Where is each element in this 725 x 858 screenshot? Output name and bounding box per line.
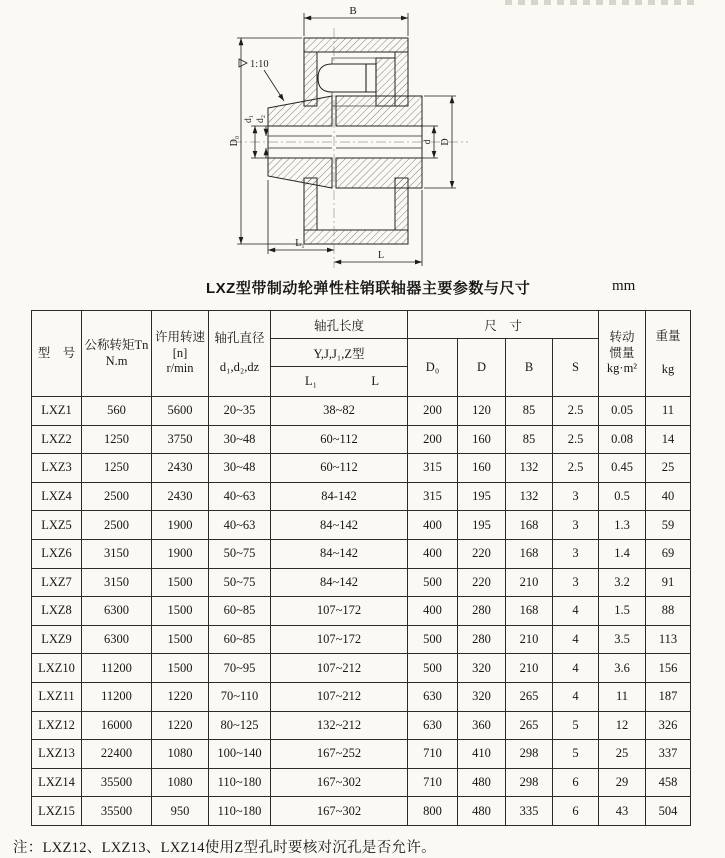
value-cell: 30~48 [209,454,271,483]
value-cell: 326 [646,711,691,740]
model-cell: LXZ7 [32,568,82,597]
table-row [32,425,691,454]
table-row [32,597,691,626]
value-cell: 5 [553,740,599,769]
footnote: 注：LXZ12、LXZ13、LXZ14使用Z型孔时要核对沉孔是否允许。 [13,840,436,856]
model-cell: LXZ14 [32,768,82,797]
label-L: L [377,250,385,261]
value-cell: 84~142 [271,511,408,540]
value-cell: 500 [408,568,458,597]
model-cell: LXZ15 [32,797,82,826]
value-cell: 167~302 [271,768,408,797]
value-cell: 43 [599,797,646,826]
value-cell: 107~212 [271,682,408,711]
value-cell: 80~125 [209,711,271,740]
value-cell: 4 [553,625,599,654]
table-row [32,454,691,483]
value-cell: 50~75 [209,568,271,597]
model-cell: LXZ3 [32,454,82,483]
value-cell: 950 [152,797,209,826]
value-cell: 3750 [152,425,209,454]
value-cell: 3 [553,568,599,597]
value-cell: 0.05 [599,397,646,426]
value-cell: 1900 [152,539,209,568]
value-cell: 400 [408,539,458,568]
value-cell: 35500 [82,768,152,797]
value-cell: 220 [458,539,506,568]
value-cell: 20~35 [209,397,271,426]
value-cell: 85 [506,425,553,454]
taper-callout [239,59,284,101]
label-B: B [349,5,357,17]
value-cell: 320 [458,654,506,683]
header-weight [646,311,691,397]
header-torque [82,311,152,397]
label-taper: 1:10 [250,59,269,70]
value-cell: 60~112 [271,454,408,483]
value-cell: 107~172 [271,625,408,654]
value-cell: 168 [506,539,553,568]
value-cell: 11200 [82,682,152,711]
value-cell: 298 [506,768,553,797]
label-d2: d₂ [256,114,266,124]
header-bore-length-types: Y,J,J₁,Z型 [271,339,408,367]
value-cell: 298 [506,740,553,769]
value-cell: 210 [506,654,553,683]
value-cell: 265 [506,682,553,711]
header-L1-label: L₁ [305,374,317,388]
table-row [32,768,691,797]
header-speed [152,311,209,397]
table-row [32,740,691,769]
value-cell: 107~212 [271,654,408,683]
value-cell: 132 [506,454,553,483]
value-cell: 1080 [152,768,209,797]
elastic-pin [318,64,376,92]
header-bore-length: 轴孔长度 [271,311,408,339]
value-cell: 12 [599,711,646,740]
value-cell: 3 [553,539,599,568]
header-col-B: B [506,339,553,397]
value-cell: 6300 [82,625,152,654]
model-cell: LXZ5 [32,511,82,540]
header-col-S: S [553,339,599,397]
value-cell: 458 [646,768,691,797]
value-cell: 167~252 [271,740,408,769]
value-cell: 630 [408,682,458,711]
value-cell: 85 [506,397,553,426]
table-row [32,539,691,568]
value-cell: 69 [646,539,691,568]
value-cell: 3 [553,482,599,511]
value-cell: 280 [458,597,506,626]
header-model [32,311,82,397]
value-cell: 1220 [152,711,209,740]
value-cell: 630 [408,711,458,740]
value-cell: 1900 [152,511,209,540]
model-cell: LXZ9 [32,625,82,654]
value-cell: 410 [458,740,506,769]
table-header [32,311,691,397]
value-cell: 88 [646,597,691,626]
table-row [32,682,691,711]
value-cell: 132 [506,482,553,511]
model-cell: LXZ2 [32,425,82,454]
value-cell: 500 [408,654,458,683]
value-cell: 29 [599,768,646,797]
value-cell: 70~95 [209,654,271,683]
value-cell: 113 [646,625,691,654]
value-cell: 320 [458,682,506,711]
value-cell: 2430 [152,454,209,483]
value-cell: 1500 [152,654,209,683]
header-inertia [599,311,646,397]
unit-label: mm [612,278,636,294]
value-cell: 800 [408,797,458,826]
value-cell: 167~302 [271,797,408,826]
value-cell: 168 [506,597,553,626]
value-cell: 84-142 [271,482,408,511]
value-cell: 504 [646,797,691,826]
header-bore-dia-line1: 轴孔直径 [214,331,265,346]
value-cell: 110~180 [209,797,271,826]
header-speed-line2: [n] [172,345,188,360]
value-cell: 84~142 [271,539,408,568]
header-bore-dia-line2: d₁,d₂,dz [219,360,260,374]
table-body [32,397,691,826]
label-d1: d₁ [244,114,254,124]
header-inertia-line2: 惯量 [609,345,635,360]
value-cell: 1250 [82,425,152,454]
value-cell: 360 [458,711,506,740]
value-cell: 2500 [82,482,152,511]
table-row [32,625,691,654]
value-cell: 160 [458,425,506,454]
value-cell: 1500 [152,597,209,626]
header-torque-line1: 公称转矩Tn [84,337,149,352]
value-cell: 2500 [82,511,152,540]
value-cell: 5600 [152,397,209,426]
value-cell: 25 [599,740,646,769]
value-cell: 0.5 [599,482,646,511]
header-inertia-line1: 转动 [609,330,635,345]
model-cell: LXZ11 [32,682,82,711]
value-cell: 400 [408,511,458,540]
value-cell: 315 [408,482,458,511]
value-cell: 1250 [82,454,152,483]
dim-B [304,5,408,36]
header-weight-line1: 重量 [655,329,681,344]
value-cell: 710 [408,768,458,797]
value-cell: 11 [599,682,646,711]
value-cell: 2.5 [553,397,599,426]
value-cell: 35500 [82,797,152,826]
table-row [32,397,691,426]
value-cell: 6300 [82,597,152,626]
value-cell: 84~142 [271,568,408,597]
value-cell: 22400 [82,740,152,769]
value-cell: 480 [458,797,506,826]
value-cell: 70~110 [209,682,271,711]
value-cell: 2.5 [553,454,599,483]
value-cell: 2430 [152,482,209,511]
value-cell: 3.2 [599,568,646,597]
value-cell: 195 [458,511,506,540]
value-cell: 4 [553,597,599,626]
value-cell: 3150 [82,539,152,568]
value-cell: 14 [646,425,691,454]
value-cell: 1.3 [599,511,646,540]
value-cell: 195 [458,482,506,511]
header-speed-line3: r/min [166,361,194,376]
value-cell: 3150 [82,568,152,597]
header-inertia-line3: kg·m² [606,361,638,376]
label-D0: D₀ [229,135,240,147]
value-cell: 156 [646,654,691,683]
value-cell: 3.5 [599,625,646,654]
label-L1: L₁ [295,238,305,249]
title-row [0,277,725,297]
value-cell: 1220 [152,682,209,711]
cropped-text-fragment [505,0,695,5]
value-cell: 560 [82,397,152,426]
coupling-section-drawing [226,2,498,272]
header-dimensions: 尺 寸 [408,311,599,339]
value-cell: 1080 [152,740,209,769]
model-cell: LXZ8 [32,597,82,626]
value-cell: 60~85 [209,625,271,654]
value-cell: 6 [553,797,599,826]
table-row [32,482,691,511]
value-cell: 40~63 [209,511,271,540]
value-cell: 4 [553,654,599,683]
value-cell: 337 [646,740,691,769]
value-cell: 50~75 [209,539,271,568]
dim-d2 [256,115,266,158]
header-bore-diameter [209,311,271,397]
value-cell: 6 [553,768,599,797]
value-cell: 25 [646,454,691,483]
value-cell: 200 [408,397,458,426]
value-cell: 210 [506,625,553,654]
value-cell: 11200 [82,654,152,683]
value-cell: 1500 [152,568,209,597]
value-cell: 1.4 [599,539,646,568]
value-cell: 0.08 [599,425,646,454]
header-col-D0: D₀ [408,339,458,397]
table-row [32,797,691,826]
model-cell: LXZ13 [32,740,82,769]
header-L-label: L [371,374,379,388]
model-cell: LXZ6 [32,539,82,568]
header-speed-line1: 许用转速 [154,330,205,345]
value-cell: 220 [458,568,506,597]
value-cell: 1500 [152,625,209,654]
model-cell: LXZ12 [32,711,82,740]
dim-L [334,190,422,266]
value-cell: 3.6 [599,654,646,683]
value-cell: 400 [408,597,458,626]
value-cell: 500 [408,625,458,654]
value-cell: 265 [506,711,553,740]
header-torque-line2: N.m [105,353,128,368]
value-cell: 280 [458,625,506,654]
value-cell: 210 [506,568,553,597]
value-cell: 4 [553,682,599,711]
table-row [32,654,691,683]
value-cell: 38~82 [271,397,408,426]
table-row [32,568,691,597]
label-d: d [423,139,433,145]
value-cell: 200 [408,425,458,454]
value-cell: 168 [506,511,553,540]
value-cell: 132~212 [271,711,408,740]
value-cell: 315 [408,454,458,483]
table-row [32,711,691,740]
spec-table [31,310,691,826]
value-cell: 1.5 [599,597,646,626]
value-cell: 3 [553,511,599,540]
model-cell: LXZ4 [32,482,82,511]
model-cell: LXZ1 [32,397,82,426]
header-col-D: D [458,339,506,397]
label-bigD: D [440,138,451,146]
value-cell: 480 [458,768,506,797]
value-cell: 40~63 [209,482,271,511]
value-cell: 100~140 [209,740,271,769]
header-model-label: 型 号 [37,345,76,360]
value-cell: 59 [646,511,691,540]
value-cell: 187 [646,682,691,711]
value-cell: 710 [408,740,458,769]
value-cell: 16000 [82,711,152,740]
value-cell: 335 [506,797,553,826]
value-cell: 5 [553,711,599,740]
header-L1-L [271,367,408,397]
value-cell: 11 [646,397,691,426]
value-cell: 160 [458,454,506,483]
value-cell: 110~180 [209,768,271,797]
table-row [32,511,691,540]
value-cell: 60~112 [271,425,408,454]
value-cell: 120 [458,397,506,426]
page-title: LXZ型带制动轮弹性柱销联轴器主要参数与尺寸 [206,280,531,297]
value-cell: 0.45 [599,454,646,483]
value-cell: 107~172 [271,597,408,626]
value-cell: 40 [646,482,691,511]
value-cell: 60~85 [209,597,271,626]
value-cell: 91 [646,568,691,597]
value-cell: 2.5 [553,425,599,454]
value-cell: 30~48 [209,425,271,454]
model-cell: LXZ10 [32,654,82,683]
header-weight-line2: kg [661,362,675,376]
